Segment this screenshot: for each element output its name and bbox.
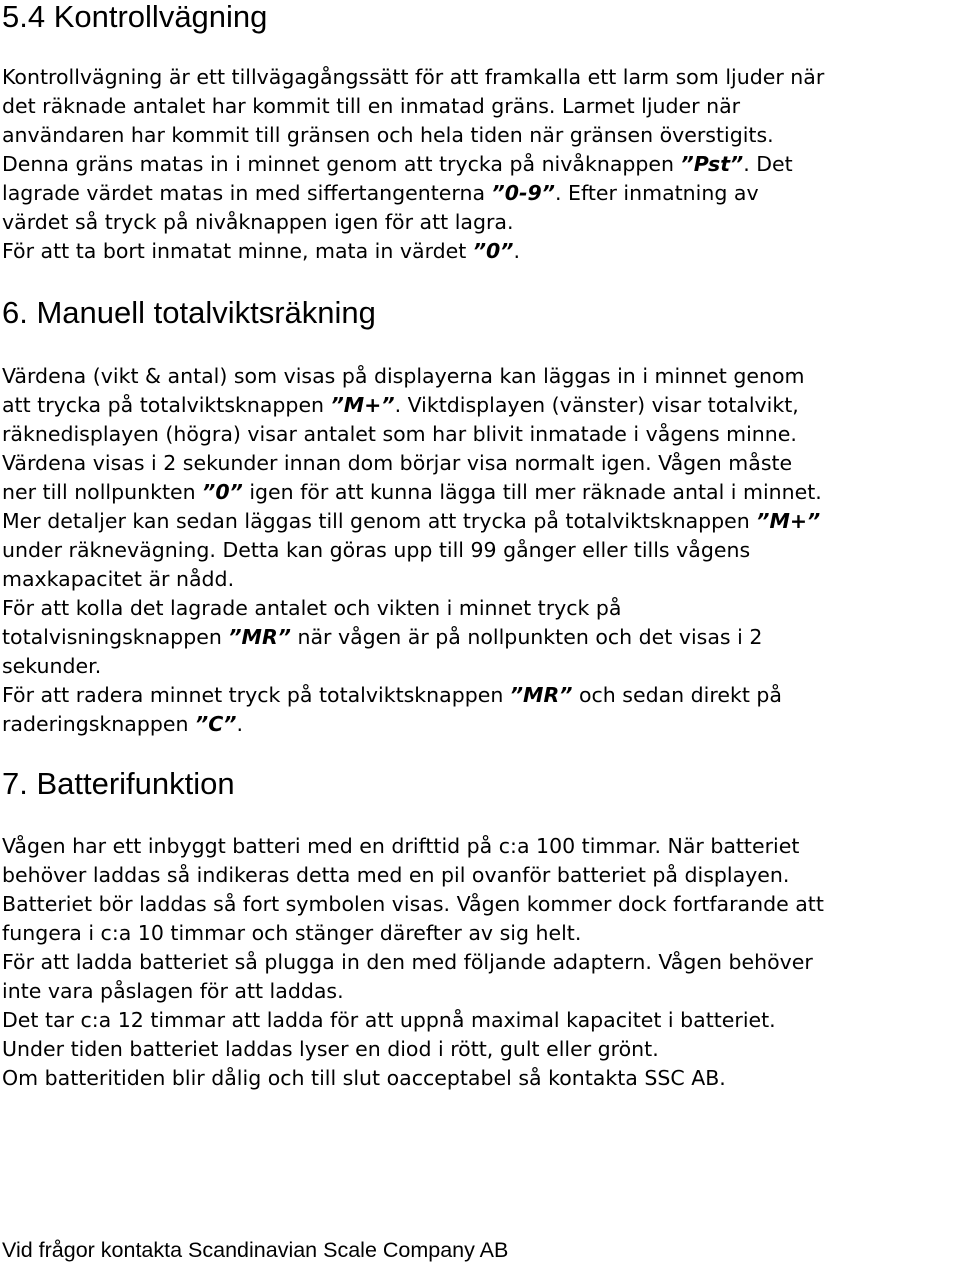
text-line: Det tar c:a 12 timmar att ladda för att uppnå maximal kapacitet i batteriet.	[2, 1008, 776, 1032]
text-segment: Denna gräns matas in i minnet genom att trycka på nivåknappen	[2, 152, 681, 176]
text-line: Vågen har ett inbyggt batteri med en drifttid på c:a 100 timmar. När batteriet	[2, 834, 800, 858]
text-segment: att trycka på totalviktsknappen	[2, 393, 331, 417]
text-segment: . Efter inmatning av	[554, 181, 759, 205]
text-line	[2, 150, 960, 179]
text-segment: när vågen är på nollpunkten och det visas i 2	[290, 625, 763, 649]
text-segment: lagrade värdet matas in med siffertangenterna	[2, 181, 492, 205]
text-line: Om batteritiden blir dålig och till slut oacceptabel så kontakta SSC AB.	[2, 1066, 726, 1090]
text-line: räknedisplayen (högra) visar antalet som har blivit inmatade i vågens minne.	[2, 422, 797, 446]
key-label-zero: ”0”	[202, 480, 243, 504]
key-label-mplus: ”M+”	[756, 509, 821, 533]
section-heading-manuell-totalviktsrakning: 6. Manuell totalviktsräkning	[2, 295, 376, 330]
text-line: För att kolla det lagrade antalet och vikten i minnet tryck på	[2, 596, 622, 620]
text-line	[2, 507, 960, 536]
text-segment: igen för att kunna lägga till mer räknade antal i minnet.	[242, 480, 822, 504]
key-label-c: ”C”	[195, 712, 237, 736]
text-line: värdet så tryck på nivåknappen igen för att lagra.	[2, 210, 514, 234]
section-heading-kontrollvagning: 5.4 Kontrollvägning	[2, 0, 268, 34]
section-heading-batterifunktion: 7. Batterifunktion	[2, 766, 235, 801]
footer-contact: Vid frågor kontakta Scandinavian Scale Company AB	[2, 1238, 509, 1262]
text-line: fungera i c:a 10 timmar och stänger därefter av sig helt.	[2, 921, 582, 945]
text-line: under räknevägning. Detta kan göras upp till 99 gånger eller tills vågens	[2, 538, 751, 562]
text-line: Värdena (vikt & antal) som visas på displayerna kan läggas in i minnet genom	[2, 364, 805, 388]
text-line	[2, 179, 960, 208]
text-line: behöver laddas så indikeras detta med en pil ovanför batteriet på displayen.	[2, 863, 790, 887]
text-line: För att ladda batteriet så plugga in den med följande adaptern. Vågen behöver	[2, 950, 813, 974]
key-label-mr: ”MR”	[228, 625, 291, 649]
text-segment: För att ta bort inmatat minne, mata in värdet	[2, 239, 473, 263]
text-line: inte vara påslagen för att laddas.	[2, 979, 344, 1003]
key-label-zero: ”0”	[472, 239, 514, 263]
text-segment: totalvisningsknappen	[2, 625, 229, 649]
text-line: Batteriet bör laddas så fort symbolen visas. Vågen kommer dock fortfarande att	[2, 892, 824, 916]
section-paragraph-kontrollvagning	[2, 63, 960, 266]
text-line: Kontrollvägning är ett tillvägagångssätt för att framkalla ett larm som ljuder när	[2, 65, 825, 89]
text-segment: ner till nollpunkten	[2, 480, 203, 504]
text-line: maxkapacitet är nådd.	[2, 567, 235, 591]
text-line	[2, 478, 960, 507]
text-line	[2, 623, 960, 652]
text-line	[2, 681, 960, 710]
text-line	[2, 710, 960, 739]
text-segment: .	[236, 712, 243, 736]
text-segment: . Det	[743, 152, 793, 176]
text-line	[2, 237, 960, 266]
key-label-pst: ”Pst”	[680, 152, 744, 176]
section-paragraph-batterifunktion	[2, 832, 960, 1093]
text-line: sekunder.	[2, 654, 102, 678]
text-line: det räknade antalet har kommit till en inmatad gräns. Larmet ljuder när	[2, 94, 741, 118]
key-label-digits: ”0-9”	[491, 181, 555, 205]
text-segment: Mer detaljer kan sedan läggas till genom att trycka på totalviktsknappen	[2, 509, 757, 533]
text-line: användaren har kommit till gränsen och hela tiden när gränsen överstigits.	[2, 123, 774, 147]
text-segment: . Viktdisplayen (vänster) visar totalvikt,	[394, 393, 799, 417]
section-paragraph-manuell-totalviktsrakning	[2, 362, 960, 739]
text-segment: För att radera minnet tryck på totalviktsknappen	[2, 683, 510, 707]
text-line: Under tiden batteriet laddas lyser en diod i rött, gult eller grönt.	[2, 1037, 659, 1061]
text-segment: raderingsknappen	[2, 712, 195, 736]
key-label-mr: ”MR”	[509, 683, 573, 707]
text-line	[2, 391, 960, 420]
key-label-mplus: ”M+”	[330, 393, 395, 417]
text-line: Värdena visas i 2 sekunder innan dom börjar visa normalt igen. Vågen måste	[2, 451, 793, 475]
text-segment: och sedan direkt på	[572, 683, 782, 707]
text-segment: .	[513, 239, 521, 263]
